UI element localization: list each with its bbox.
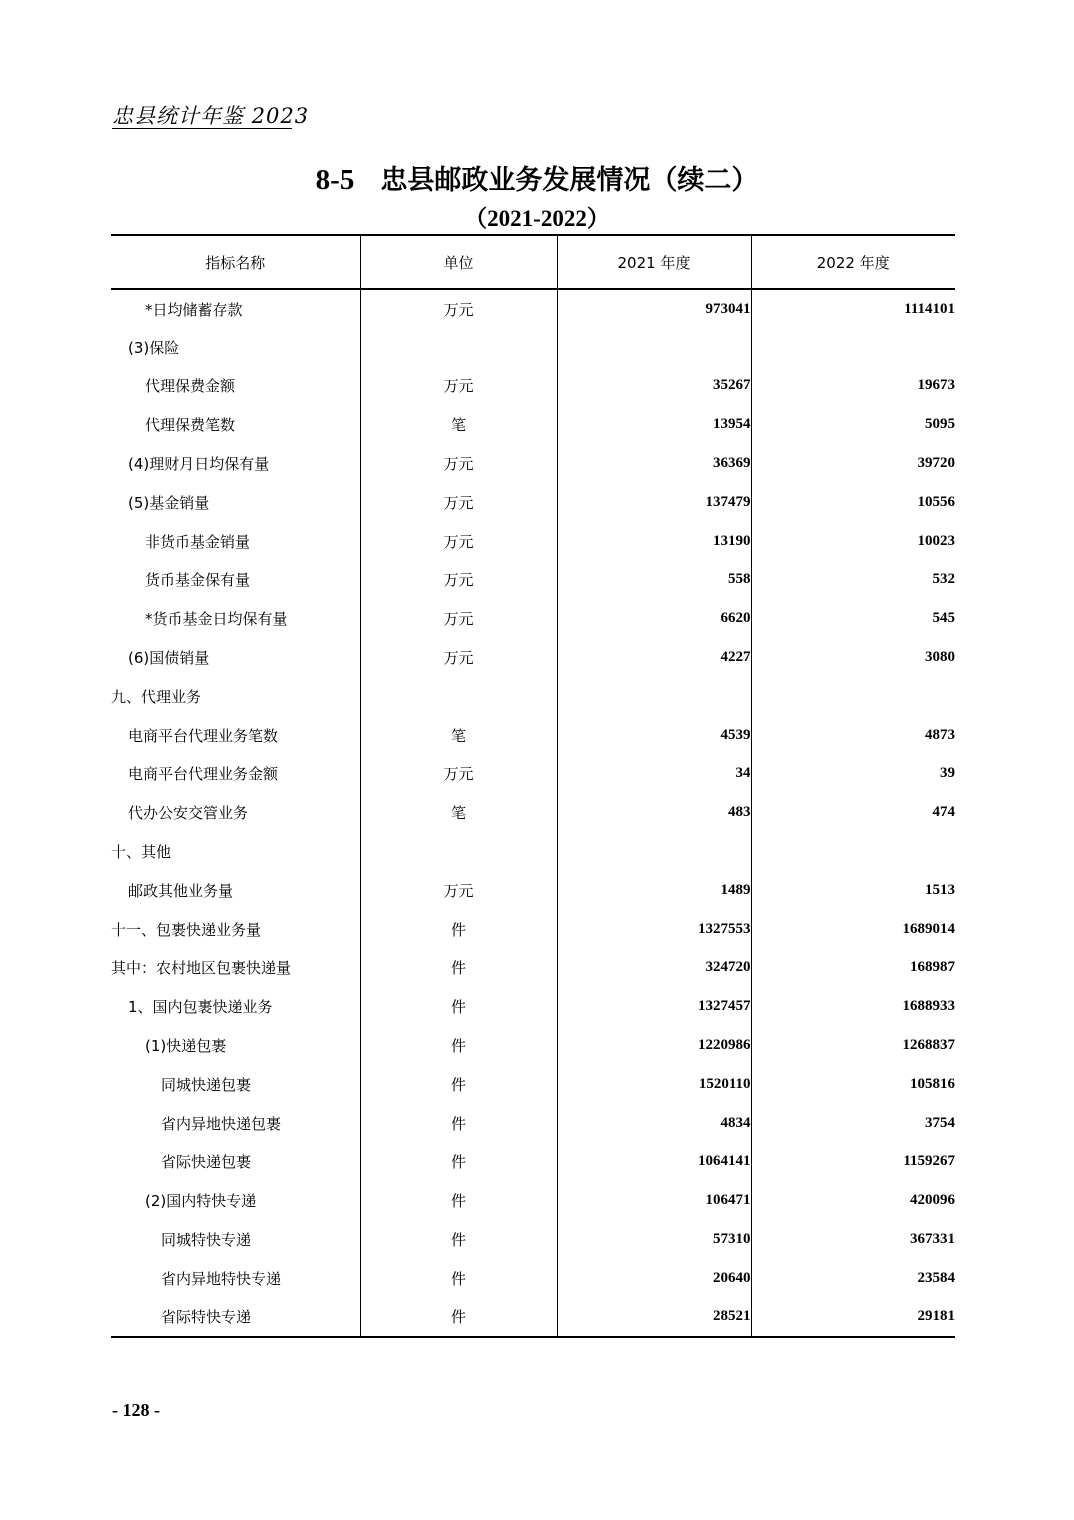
row-indicator-name: 同城快递包裹 [111, 1065, 360, 1104]
row-value-2022: 1689014 [902, 920, 955, 937]
row-value-2021: 20640 [557, 1259, 751, 1298]
row-value-2021: 137479 [557, 483, 751, 522]
row-value-2021: 1520110 [557, 1065, 751, 1104]
table-row [111, 910, 955, 949]
row-value-2021: 13190 [557, 522, 751, 561]
row-value-2022: 532 [932, 571, 955, 588]
row-unit: 万元 [360, 599, 557, 638]
header-underline [112, 128, 292, 129]
row-unit: 万元 [360, 638, 557, 677]
row-unit: 万元 [360, 444, 557, 483]
column-header-2022: 2022 年度 [751, 235, 955, 289]
table-row [111, 677, 955, 716]
row-value-2021: 4539 [557, 716, 751, 755]
row-value-2021: 36369 [557, 444, 751, 483]
row-unit: 笔 [360, 716, 557, 755]
row-value-2022: 1159267 [903, 1153, 955, 1170]
row-value-2021: 1064141 [557, 1143, 751, 1182]
row-indicator-name: 省内异地特快专递 [111, 1259, 360, 1298]
row-indicator-name: (6)国债销量 [111, 638, 360, 677]
table-row [111, 832, 955, 871]
row-value-2022: 1513 [925, 881, 955, 898]
row-indicator-name: (5)基金销量 [111, 483, 360, 522]
row-value-2021: 1327457 [557, 987, 751, 1026]
row-value-2022: 39720 [917, 455, 955, 472]
row-value-2021: 13954 [557, 405, 751, 444]
row-unit: 件 [360, 1026, 557, 1065]
row-unit: 笔 [360, 405, 557, 444]
table-row [111, 1065, 955, 1104]
row-value-2022: 3080 [925, 649, 955, 666]
row-value-2022: 10556 [917, 493, 955, 510]
row-value-2021: 4834 [557, 1104, 751, 1143]
row-value-2022: 3754 [925, 1114, 955, 1131]
table-row [111, 716, 955, 755]
row-unit: 件 [360, 1220, 557, 1259]
row-unit: 万元 [360, 871, 557, 910]
row-unit: 件 [360, 1065, 557, 1104]
row-indicator-name: 九、代理业务 [111, 677, 360, 716]
table-row [111, 755, 955, 794]
row-value-2022: 5095 [925, 416, 955, 433]
row-value-2021: 558 [557, 561, 751, 600]
table-row [111, 638, 955, 677]
page-number: - 128 - [112, 1400, 160, 1420]
yearbook-title: 忠县统计年鉴 2023 [112, 104, 310, 128]
table-title [0, 158, 1074, 197]
table-row [111, 1298, 955, 1337]
row-value-2021: 28521 [557, 1298, 751, 1337]
row-indicator-name: 代理保费金额 [111, 367, 360, 406]
row-indicator-name: 其中：农村地区包裹快递量 [111, 949, 360, 988]
row-unit: 件 [360, 1181, 557, 1220]
row-value-2022 [751, 832, 955, 871]
row-value-2022: 474 [932, 804, 955, 821]
row-value-2021: 324720 [557, 949, 751, 988]
row-value-2022: 545 [932, 610, 955, 627]
row-value-2022: 1688933 [902, 998, 955, 1015]
column-header-unit: 单位 [360, 235, 557, 289]
row-value-2022: 4873 [925, 726, 955, 743]
column-header-2021: 2021 年度 [557, 235, 751, 289]
table-row [111, 949, 955, 988]
table-row [111, 1259, 955, 1298]
row-value-2021: 57310 [557, 1220, 751, 1259]
table-row [111, 328, 955, 367]
table-row [111, 483, 955, 522]
row-indicator-name: 省内异地快递包裹 [111, 1104, 360, 1143]
row-unit: 件 [360, 987, 557, 1026]
statistics-table [111, 234, 955, 1338]
row-value-2021: 106471 [557, 1181, 751, 1220]
row-unit: 万元 [360, 522, 557, 561]
row-unit: 笔 [360, 793, 557, 832]
row-value-2021: 483 [557, 793, 751, 832]
row-unit [360, 832, 557, 871]
table-row [111, 1026, 955, 1065]
row-unit: 万元 [360, 289, 557, 328]
row-unit: 件 [360, 1259, 557, 1298]
row-indicator-name: 代理保费笔数 [111, 405, 360, 444]
table-row [111, 1143, 955, 1182]
table-row [111, 599, 955, 638]
column-header-indicator: 指标名称 [111, 235, 360, 289]
row-indicator-name: 邮政其他业务量 [111, 871, 360, 910]
table-body [111, 289, 955, 1337]
row-unit [360, 677, 557, 716]
row-unit: 万元 [360, 755, 557, 794]
row-value-2021: 1327553 [557, 910, 751, 949]
row-unit: 件 [360, 949, 557, 988]
row-value-2021: 35267 [557, 367, 751, 406]
row-value-2022: 29181 [751, 1298, 955, 1337]
row-indicator-name: 代办公安交管业务 [111, 793, 360, 832]
row-indicator-name: 货币基金保有量 [111, 561, 360, 600]
row-unit: 件 [360, 910, 557, 949]
row-value-2022: 105816 [910, 1075, 955, 1092]
row-value-2022: 23584 [917, 1269, 955, 1286]
table-row [111, 561, 955, 600]
row-value-2022: 168987 [910, 959, 955, 976]
row-value-2021: 1220986 [557, 1026, 751, 1065]
table-header-row [111, 235, 955, 289]
row-unit: 件 [360, 1143, 557, 1182]
row-indicator-name: *日均储蓄存款 [111, 289, 360, 328]
table-row [111, 444, 955, 483]
table-years: （2021-2022） [464, 206, 610, 231]
row-indicator-name: 同城特快专递 [111, 1220, 360, 1259]
table-row [111, 987, 955, 1026]
row-value-2022 [751, 328, 955, 367]
row-indicator-name: (1)快递包裹 [111, 1026, 360, 1065]
row-value-2022: 420096 [910, 1192, 955, 1209]
row-indicator-name: (4)理财月日均保有量 [111, 444, 360, 483]
row-value-2022: 1114101 [904, 301, 955, 318]
row-value-2022: 367331 [910, 1231, 955, 1248]
row-indicator-name: 省际快递包裹 [111, 1143, 360, 1182]
table-row [111, 871, 955, 910]
row-indicator-name: 省际特快专递 [111, 1298, 360, 1337]
table-row [111, 1181, 955, 1220]
row-value-2021: 1489 [557, 871, 751, 910]
row-unit [360, 328, 557, 367]
row-unit: 万元 [360, 483, 557, 522]
row-value-2021 [557, 832, 751, 871]
row-value-2021 [557, 677, 751, 716]
row-value-2021: 34 [557, 755, 751, 794]
table-number: 8-5 [315, 164, 355, 196]
row-indicator-name: 电商平台代理业务笔数 [111, 716, 360, 755]
row-indicator-name: *货币基金日均保有量 [111, 599, 360, 638]
row-value-2022: 39 [940, 765, 955, 782]
row-value-2021 [557, 328, 751, 367]
row-value-2021: 4227 [557, 638, 751, 677]
row-value-2022: 1268837 [902, 1037, 955, 1054]
table-row [111, 1220, 955, 1259]
table-row [111, 793, 955, 832]
row-unit: 件 [360, 1104, 557, 1143]
row-value-2022 [751, 677, 955, 716]
table-title-text: 忠县邮政业务发展情况（续二） [380, 165, 759, 196]
table-row [111, 367, 955, 406]
row-value-2021: 6620 [557, 599, 751, 638]
row-indicator-name: (3)保险 [111, 328, 360, 367]
row-indicator-name: 非货币基金销量 [111, 522, 360, 561]
row-indicator-name: 1、国内包裹快递业务 [111, 987, 360, 1026]
row-indicator-name: 十、其他 [111, 832, 360, 871]
table-row [111, 289, 955, 328]
table-row [111, 522, 955, 561]
row-unit: 件 [360, 1298, 557, 1337]
row-value-2022: 10023 [917, 532, 955, 549]
row-value-2022: 19673 [917, 377, 955, 394]
row-unit: 万元 [360, 561, 557, 600]
table-row [111, 1104, 955, 1143]
row-unit: 万元 [360, 367, 557, 406]
row-indicator-name: 十一、包裹快递业务量 [111, 910, 360, 949]
row-indicator-name: (2)国内特快专递 [111, 1181, 360, 1220]
table-row [111, 405, 955, 444]
row-value-2021: 973041 [557, 289, 751, 328]
row-indicator-name: 电商平台代理业务金额 [111, 755, 360, 794]
